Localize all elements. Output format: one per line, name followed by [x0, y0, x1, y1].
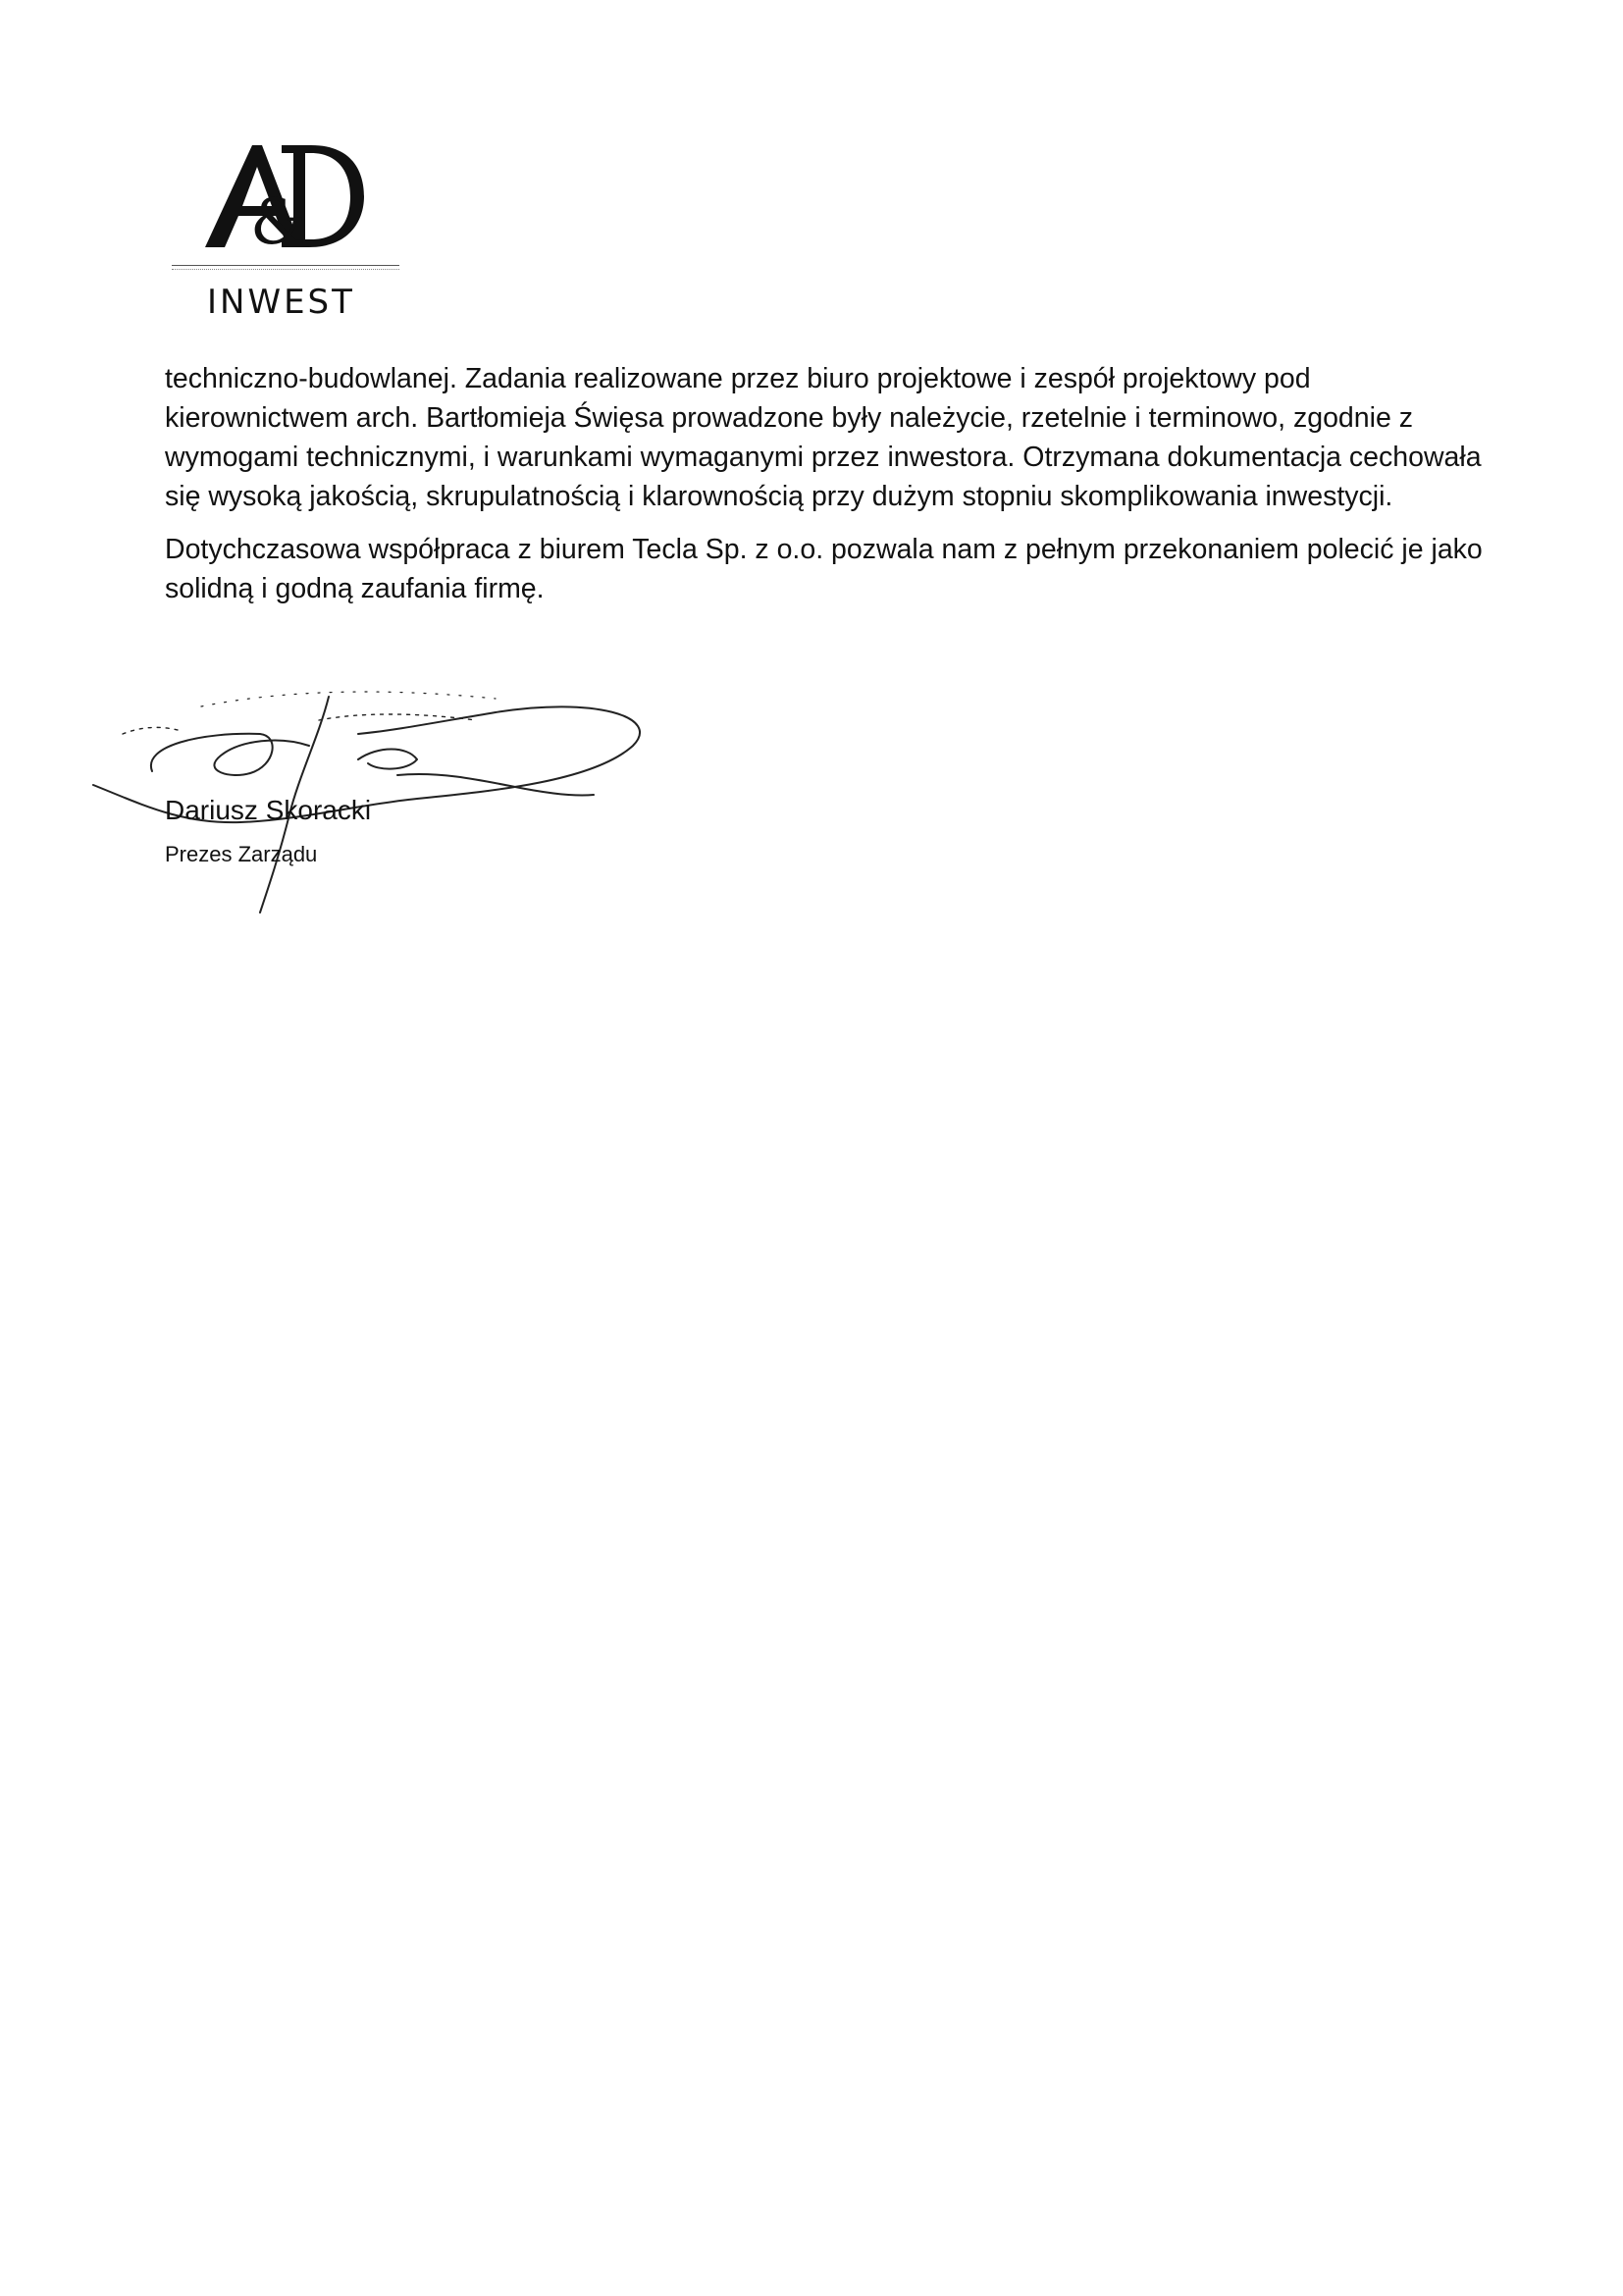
signer-title: Prezes Zarządu	[165, 842, 318, 866]
logo-divider	[172, 265, 399, 270]
svg-text:&: &	[250, 186, 306, 253]
logo-wordmark: INWEST	[207, 283, 355, 322]
signature-block	[83, 677, 672, 932]
ad-monogram-logo	[191, 137, 368, 253]
company-logo	[172, 137, 407, 324]
signer-name: Dariusz Skoracki	[165, 795, 372, 825]
body-paragraph-2: Dotychczasowa współpraca z biurem Tecla Sp. z o.o. pozwala nam z pełnym przekonaniem polecić je jako solidną i godną zaufania firmę.	[165, 534, 1483, 604]
letter-body	[165, 359, 1499, 622]
body-paragraph-1: techniczno-budowlanej. Zadania realizowane przez biuro projektowe i zespół projektowy pod kierownictwem arch. Bartłomieja Święsa prowadzone były należycie, rzetelnie i terminowo, zgodnie z wymogami technicznymi, i warunkami wymaganymi przez inwestora. Otrzymana dokumentacja cechowała się wysoką jakością, skrupulatnością i klarownością przy dużym stopniu skomplikowania inwestycji.	[165, 363, 1482, 512]
